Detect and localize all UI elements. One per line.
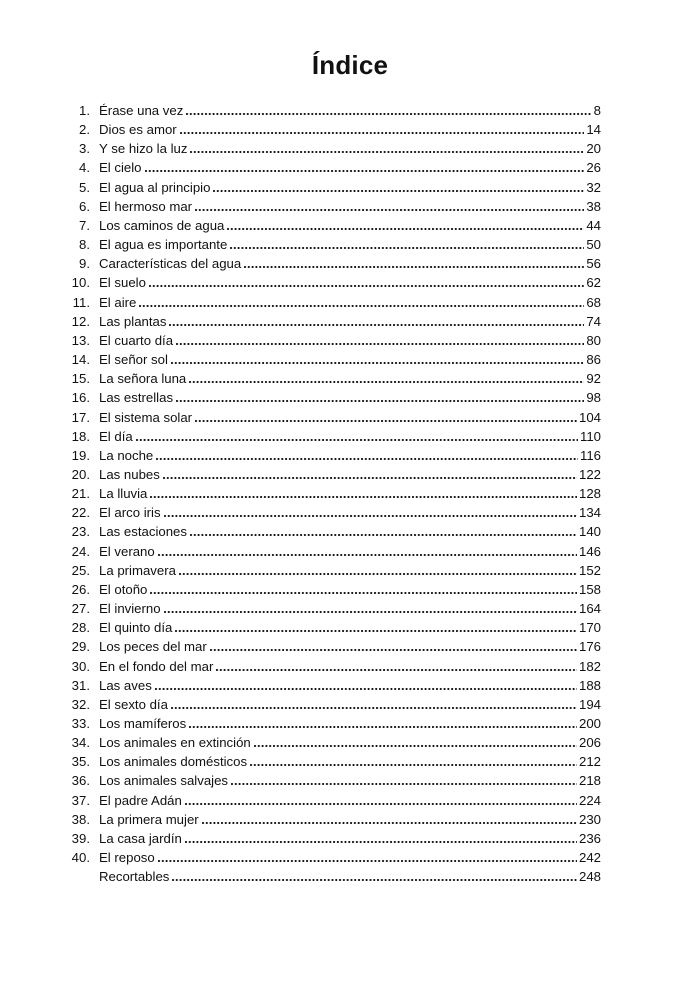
dot-leader-icon — [231, 783, 577, 785]
toc-entry — [58, 158, 601, 177]
dot-leader-icon — [158, 860, 577, 862]
toc-entry-number: 29. — [71, 639, 90, 655]
toc-entry-title: Las estaciones — [99, 524, 187, 540]
toc-entry-page: 188 — [578, 677, 601, 693]
toc-list — [58, 101, 601, 886]
toc-entry — [58, 446, 601, 465]
toc-entry-number: 15. — [71, 371, 90, 387]
dot-leader-icon — [227, 228, 584, 230]
toc-entry-page: 86 — [586, 352, 601, 368]
dot-leader-icon — [156, 458, 578, 460]
toc-entry-number: 13. — [71, 332, 90, 348]
toc-entry-number: 34. — [71, 735, 90, 751]
toc-entry-title: Los peces del mar — [99, 639, 207, 655]
toc-entry — [58, 120, 601, 139]
toc-entry-title: Los animales en extinción — [99, 735, 251, 751]
toc-entry-page: 134 — [578, 505, 601, 521]
toc-entry — [58, 733, 601, 752]
toc-entry — [58, 427, 601, 446]
toc-entry-page: 80 — [586, 332, 601, 348]
toc-entry-title: La lluvia — [99, 486, 148, 502]
dot-leader-icon — [150, 592, 577, 594]
toc-entry — [58, 465, 601, 484]
dot-leader-icon — [145, 170, 585, 172]
toc-entry — [58, 197, 601, 216]
toc-entry-title: Las nubes — [99, 466, 160, 482]
toc-entry-page: 8 — [593, 103, 601, 118]
toc-entry-page: 224 — [578, 792, 601, 808]
toc-entry-page: 14 — [586, 122, 601, 138]
toc-entry-number: 31. — [71, 677, 90, 693]
toc-entry-title: El otoño — [99, 581, 148, 597]
toc-entry-title: Las estrellas — [99, 390, 174, 406]
toc-entry-page: 212 — [578, 754, 601, 770]
dot-leader-icon — [176, 343, 584, 345]
toc-entry — [58, 867, 601, 886]
toc-entry-page: 128 — [578, 486, 601, 502]
toc-entry-number: 28. — [71, 620, 90, 636]
toc-entry-number: 16. — [71, 390, 90, 406]
toc-entry-page: 152 — [578, 562, 601, 578]
toc-entry-title: Las aves — [99, 677, 152, 693]
toc-entry-number: 5. — [79, 179, 90, 195]
toc-entry — [58, 618, 601, 637]
toc-entry-number: 35. — [71, 754, 90, 770]
toc-entry-page: 236 — [578, 830, 601, 846]
dot-leader-icon — [175, 630, 577, 632]
toc-entry-title: El padre Adán — [99, 792, 182, 808]
toc-entry-title: El sexto día — [99, 696, 168, 712]
dot-leader-icon — [136, 439, 578, 441]
dot-leader-icon — [213, 190, 584, 192]
page-title: Índice — [311, 50, 389, 80]
toc-entry-title: La casa jardín — [99, 830, 182, 846]
toc-entry-title: La primera mujer — [99, 811, 199, 827]
toc-entry — [58, 695, 601, 714]
toc-entry-page: 194 — [578, 696, 601, 712]
toc-entry-number: 30. — [71, 658, 90, 674]
toc-entry-number: 38. — [71, 811, 90, 827]
toc-entry — [58, 657, 601, 676]
toc-entry — [58, 714, 601, 733]
dot-leader-icon — [190, 534, 577, 536]
toc-entry-page: 170 — [578, 620, 601, 636]
toc-entry-number: 7. — [79, 217, 90, 233]
toc-entry-number: 6. — [79, 198, 90, 214]
dot-leader-icon — [163, 477, 577, 479]
dot-leader-icon — [190, 151, 584, 153]
dot-leader-icon — [202, 822, 577, 824]
dot-leader-icon — [155, 688, 577, 690]
toc-entry-title: El invierno — [99, 601, 161, 617]
toc-entry-title: En el fondo del mar — [99, 658, 214, 674]
toc-entry-page: 110 — [579, 428, 601, 444]
toc-entry-page: 98 — [586, 390, 601, 406]
dot-leader-icon — [171, 362, 584, 364]
toc-entry-page: 200 — [578, 716, 601, 731]
toc-entry — [58, 561, 601, 580]
toc-entry-number: 14. — [71, 352, 90, 368]
dot-leader-icon — [164, 515, 577, 517]
dot-leader-icon — [171, 707, 577, 709]
toc-entry-number: 23. — [71, 524, 90, 540]
toc-entry-title: La primavera — [99, 562, 176, 578]
toc-entry-title: Los animales salvajes — [99, 773, 229, 789]
toc-entry — [58, 848, 601, 867]
toc-entry-number: 8. — [79, 237, 90, 253]
dot-leader-icon — [230, 247, 584, 249]
toc-entry-page: 20 — [586, 141, 601, 157]
toc-entry-number: 20. — [71, 466, 90, 482]
toc-entry — [58, 522, 601, 541]
toc-entry-number: 4. — [79, 160, 90, 176]
toc-entry-page: 50 — [586, 237, 601, 253]
dot-leader-icon — [189, 381, 584, 383]
toc-entry-title: Recortables — [99, 869, 170, 885]
toc-entry — [58, 178, 601, 197]
dot-leader-icon — [195, 420, 577, 422]
toc-entry — [58, 216, 601, 235]
dot-leader-icon — [139, 305, 584, 307]
toc-entry-page: 74 — [586, 313, 601, 329]
toc-entry-page: 68 — [586, 294, 601, 310]
toc-entry-number: 3. — [79, 141, 90, 157]
toc-entry — [58, 139, 601, 158]
toc-entry-page: 248 — [578, 869, 601, 885]
dot-leader-icon — [149, 285, 584, 287]
toc-entry-page: 218 — [578, 773, 601, 789]
toc-entry-page: 182 — [578, 658, 601, 674]
toc-entry-number: 33. — [71, 716, 90, 731]
toc-entry-number: 1. — [79, 103, 90, 118]
toc-entry — [58, 752, 601, 771]
toc-entry-title: El cielo — [99, 160, 142, 176]
toc-entry-number: 25. — [71, 562, 90, 578]
dot-leader-icon — [172, 879, 577, 881]
toc-entry — [58, 331, 601, 350]
toc-entry-title: Los mamíferos — [99, 716, 187, 731]
toc-entry — [58, 810, 601, 829]
toc-entry-number: 39. — [71, 830, 90, 846]
toc-entry-page: 176 — [578, 639, 601, 655]
toc-entry-page: 146 — [578, 543, 601, 559]
toc-entry-title: El reposo — [99, 850, 155, 866]
toc-entry-title: Dios es amor — [99, 122, 177, 138]
toc-entry — [58, 408, 601, 427]
toc-entry-number: 18. — [71, 428, 90, 444]
toc-entry — [58, 542, 601, 561]
toc-entry — [58, 369, 601, 388]
toc-entry-title: El aire — [99, 294, 137, 310]
toc-entry-title: Los animales domésticos — [99, 754, 248, 770]
toc-entry-title: El señor sol — [99, 352, 168, 368]
toc-entry-title: El hermoso mar — [99, 198, 193, 214]
dot-leader-icon — [189, 726, 577, 728]
dot-leader-icon — [195, 209, 584, 211]
toc-entry — [58, 293, 601, 312]
toc-entry-number: 2. — [79, 122, 90, 138]
toc-entry — [58, 771, 601, 790]
toc-entry-title: Las plantas — [99, 313, 167, 329]
dot-leader-icon — [250, 764, 577, 766]
toc-entry-page: 230 — [578, 811, 601, 827]
toc-entry-page: 38 — [586, 198, 601, 214]
toc-entry-number: 32. — [71, 696, 90, 712]
toc-entry-page: 32 — [586, 179, 601, 195]
dot-leader-icon — [244, 266, 584, 268]
dot-leader-icon — [164, 611, 577, 613]
dot-leader-icon — [210, 649, 577, 651]
toc-entry-title: El agua es importante — [99, 237, 228, 253]
toc-entry-number: 11. — [72, 294, 90, 310]
toc-entry — [58, 254, 601, 273]
dot-leader-icon — [180, 132, 585, 134]
dot-leader-icon — [185, 803, 577, 805]
toc-entry-page: 122 — [578, 466, 601, 482]
toc-entry-page: 140 — [578, 524, 601, 540]
toc-entry-page: 164 — [578, 601, 601, 617]
toc-entry-page: 26 — [586, 160, 601, 176]
toc-entry — [58, 101, 601, 120]
toc-entry-number: 17. — [71, 409, 90, 425]
toc-entry-title: El verano — [99, 543, 155, 559]
dot-leader-icon — [254, 745, 577, 747]
dot-leader-icon — [216, 669, 577, 671]
toc-entry-title: El sistema solar — [99, 409, 193, 425]
toc-entry-title: Érase una vez — [99, 103, 184, 118]
toc-entry-title: Características del agua — [99, 256, 242, 272]
toc-entry-title: La noche — [99, 447, 154, 463]
toc-entry — [58, 599, 601, 618]
toc-entry-page: 116 — [579, 447, 601, 463]
toc-entry-page: 62 — [586, 275, 601, 291]
toc-entry-title: El cuarto día — [99, 332, 174, 348]
toc-entry — [58, 312, 601, 331]
toc-entry-title: La señora luna — [99, 371, 187, 387]
toc-entry — [58, 273, 601, 292]
dot-leader-icon — [150, 496, 577, 498]
toc-entry — [58, 580, 601, 599]
toc-entry-title: El día — [99, 428, 133, 444]
toc-entry-number: 22. — [71, 505, 90, 521]
dot-leader-icon — [158, 554, 577, 556]
toc-entry — [58, 388, 601, 407]
toc-entry-number: 10. — [71, 275, 90, 291]
toc-entry-title: El agua al principio — [99, 179, 211, 195]
dot-leader-icon — [179, 573, 577, 575]
dot-leader-icon — [176, 400, 584, 402]
toc-entry-page: 104 — [578, 409, 601, 425]
toc-entry-title: El quinto día — [99, 620, 173, 636]
toc-entry-page: 242 — [578, 850, 601, 866]
toc-entry-title: Los caminos de agua — [99, 217, 225, 233]
toc-entry — [58, 235, 601, 254]
toc-entry-title: Y se hizo la luz — [99, 141, 188, 157]
toc-entry — [58, 350, 601, 369]
toc-entry-number: 21. — [71, 486, 90, 502]
toc-entry — [58, 676, 601, 695]
toc-entry-page: 92 — [586, 371, 601, 387]
toc-entry-number: 19. — [71, 447, 90, 463]
dot-leader-icon — [186, 113, 591, 115]
dot-leader-icon — [185, 841, 577, 843]
toc-entry-title: El suelo — [99, 275, 146, 291]
toc-entry-page: 56 — [586, 256, 601, 272]
toc-entry-title: El arco iris — [99, 505, 161, 521]
toc-entry — [58, 503, 601, 522]
toc-entry-number: 12. — [71, 313, 90, 329]
toc-entry-number: 26. — [71, 581, 90, 597]
toc-entry — [58, 829, 601, 848]
toc-entry — [58, 791, 601, 810]
toc-entry-number: 36. — [71, 773, 90, 789]
toc-entry-number: 24. — [71, 543, 90, 559]
toc-entry-number: 27. — [71, 601, 90, 617]
dot-leader-icon — [169, 324, 584, 326]
toc-entry-page: 44 — [586, 217, 601, 233]
toc-entry-number: 9. — [79, 256, 90, 272]
toc-entry — [58, 484, 601, 503]
toc-entry-page: 158 — [578, 581, 601, 597]
toc-entry-page: 206 — [578, 735, 601, 751]
toc-entry — [58, 637, 601, 656]
toc-entry-number: 37. — [71, 792, 90, 808]
toc-entry-number: 40. — [71, 850, 90, 866]
